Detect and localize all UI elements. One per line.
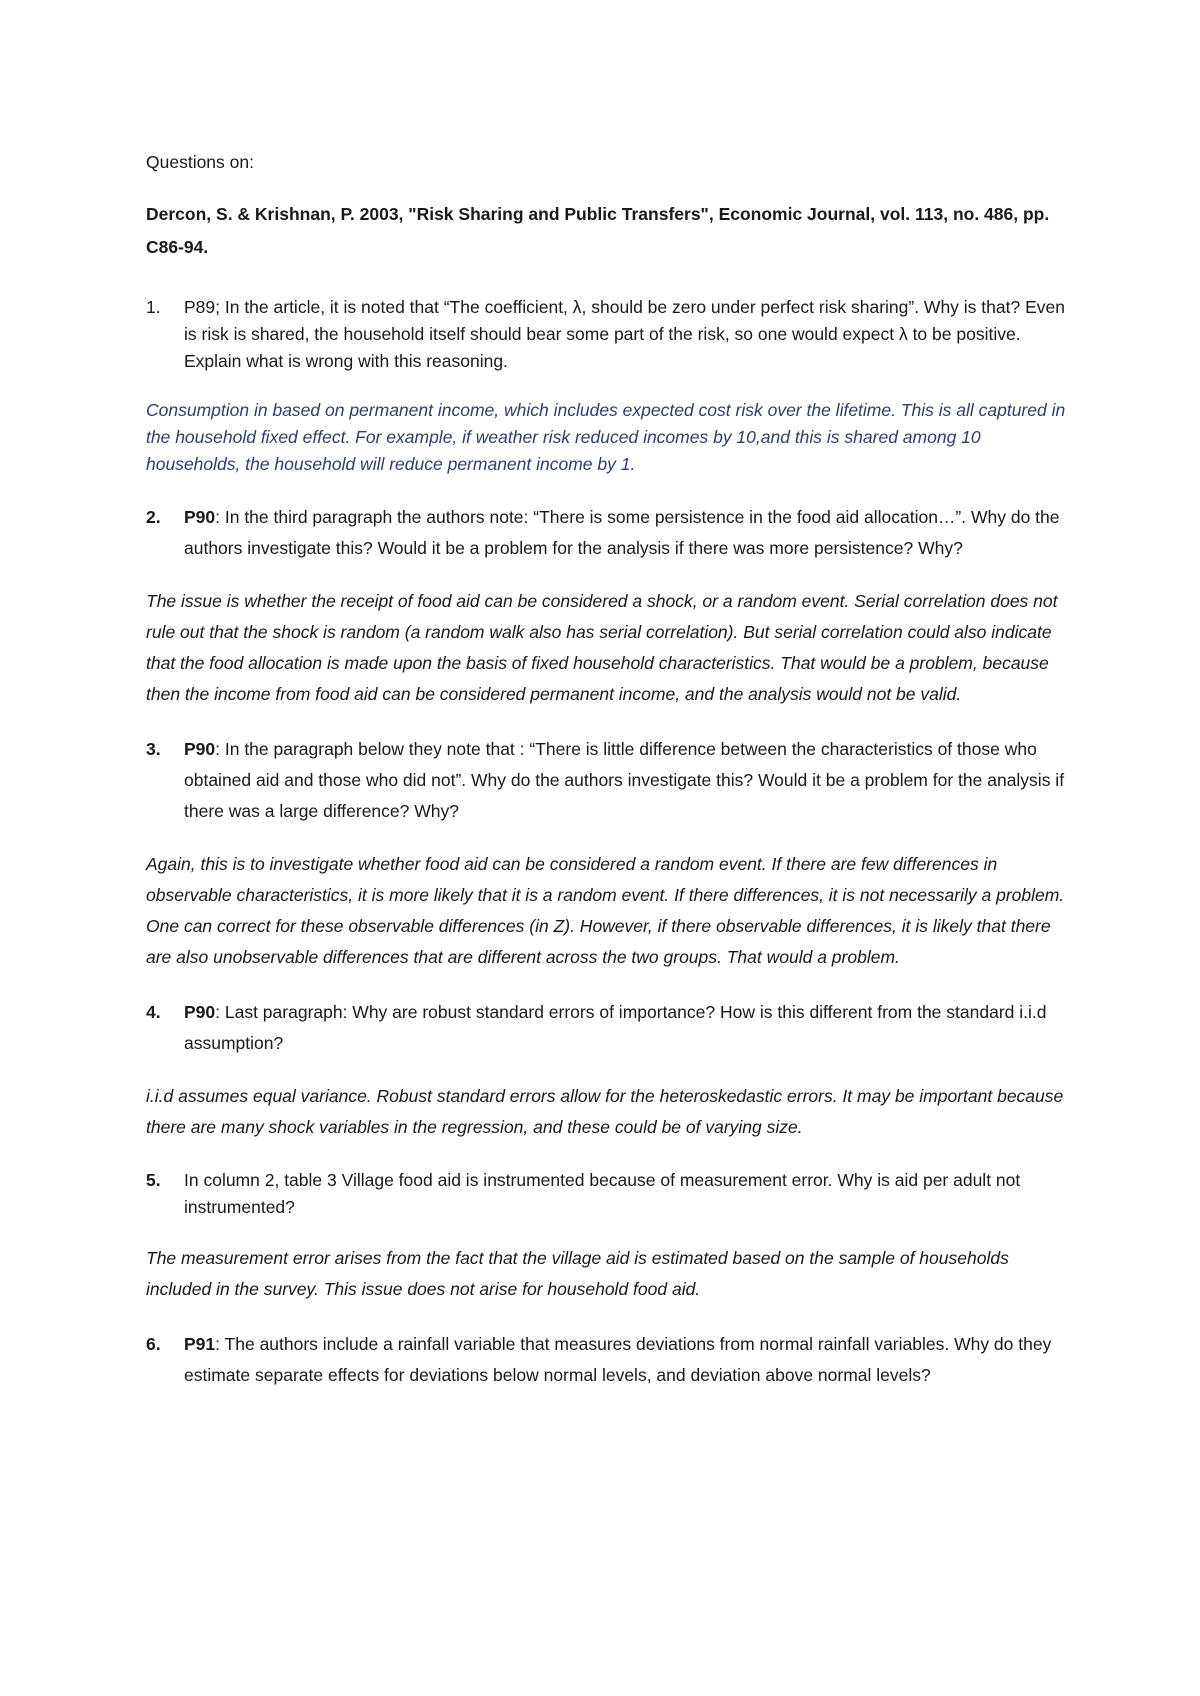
question-4 bbox=[146, 997, 1076, 1059]
question-number: 3. bbox=[146, 739, 161, 759]
question-6 bbox=[146, 1329, 1076, 1391]
document-page bbox=[146, 150, 1076, 1413]
question-number: 6. bbox=[146, 1334, 161, 1354]
question-3 bbox=[146, 734, 1076, 827]
question-text: : Last paragraph: Why are robust standard errors of importance? How is this different from the standard i.i.d assumption? bbox=[184, 1002, 1047, 1053]
document-heading: Questions on: bbox=[146, 152, 254, 172]
answer-5: The measurement error arises from the fact that the village aid is estimated based on the sample of households included in the survey. This issue does not arise for household food aid. bbox=[146, 1248, 1009, 1299]
answer-4: i.i.d assumes equal variance. Robust standard errors allow for the heteroskedastic errors. It may be important because there are many shock variables in the regression, and these could be of varying size. bbox=[146, 1086, 1064, 1137]
answer-2: The issue is whether the receipt of food aid can be considered a shock, or a random event. Serial correlation does not rule out that the shock is random (a random walk also has serial correlation). But serial correlation could also indicate that the food allocation is made upon the basis of fixed household characteristics. That would be a problem, because then the income from food aid can be considered permanent income, and the analysis would not be valid. bbox=[146, 591, 1058, 704]
question-number: 2. bbox=[146, 507, 161, 527]
answer-3: Again, this is to investigate whether food aid can be considered a random event. If there are few differences in observable characteristics, it is more likely that it is a random event. If there differences, it is not necessarily a problem. One can correct for these observable differences (in Z). However, if there observable differences, it is likely that there are also unobservable differences that are different across the two groups. That would a problem. bbox=[146, 854, 1065, 967]
question-text: In column 2, table 3 Village food aid is instrumented because of measurement error. Why is aid per adult not instrumented? bbox=[184, 1170, 1021, 1217]
question-2 bbox=[146, 502, 1076, 564]
question-number: 1. bbox=[146, 297, 161, 317]
page-reference: P90 bbox=[184, 507, 216, 527]
citation: Dercon, S. & Krishnan, P. 2003, "Risk Sharing and Public Transfers", Economic Journal, vol. 113, no. 486, pp. C86-94. bbox=[146, 204, 1050, 257]
question-text: : In the paragraph below they note that : “There is little difference between the characteristics of those who obtained aid and those who did not”. Why do the authors investigate this? Would it be a problem for the analysis if there was a large difference? Why? bbox=[184, 739, 1065, 821]
page-reference: P90 bbox=[184, 1002, 216, 1022]
question-number: 5. bbox=[146, 1170, 161, 1190]
page-reference: P91 bbox=[184, 1334, 216, 1354]
question-text: : The authors include a rainfall variable that measures deviations from normal rainfall variables. Why do they estimate separate effects for deviations below normal levels, and deviation above normal levels? bbox=[184, 1334, 1052, 1385]
question-text: P89; In the article, it is noted that “The coefficient, λ, should be zero under perfect risk sharing”. Why is that? Even is risk is shared, the household itself should bear some part of the risk, so one would expect λ to be positive. Explain what is wrong with this reasoning. bbox=[184, 297, 1065, 371]
question-1 bbox=[146, 294, 1076, 375]
question-number: 4. bbox=[146, 1002, 161, 1022]
answer-1: Consumption in based on permanent income, which includes expected cost risk over the lifetime. This is all captured in the household fixed effect. For example, if weather risk reduced incomes by 10,and this is shared among 10 households, the household will reduce permanent income by 1. bbox=[146, 400, 1066, 474]
question-text: : In the third paragraph the authors note: “There is some persistence in the food aid allocation…”. Why do the authors investigate this? Would it be a problem for the analysis if there was more persistence? Why? bbox=[184, 507, 1060, 558]
page-reference: P90 bbox=[184, 739, 216, 759]
question-5 bbox=[146, 1167, 1076, 1221]
